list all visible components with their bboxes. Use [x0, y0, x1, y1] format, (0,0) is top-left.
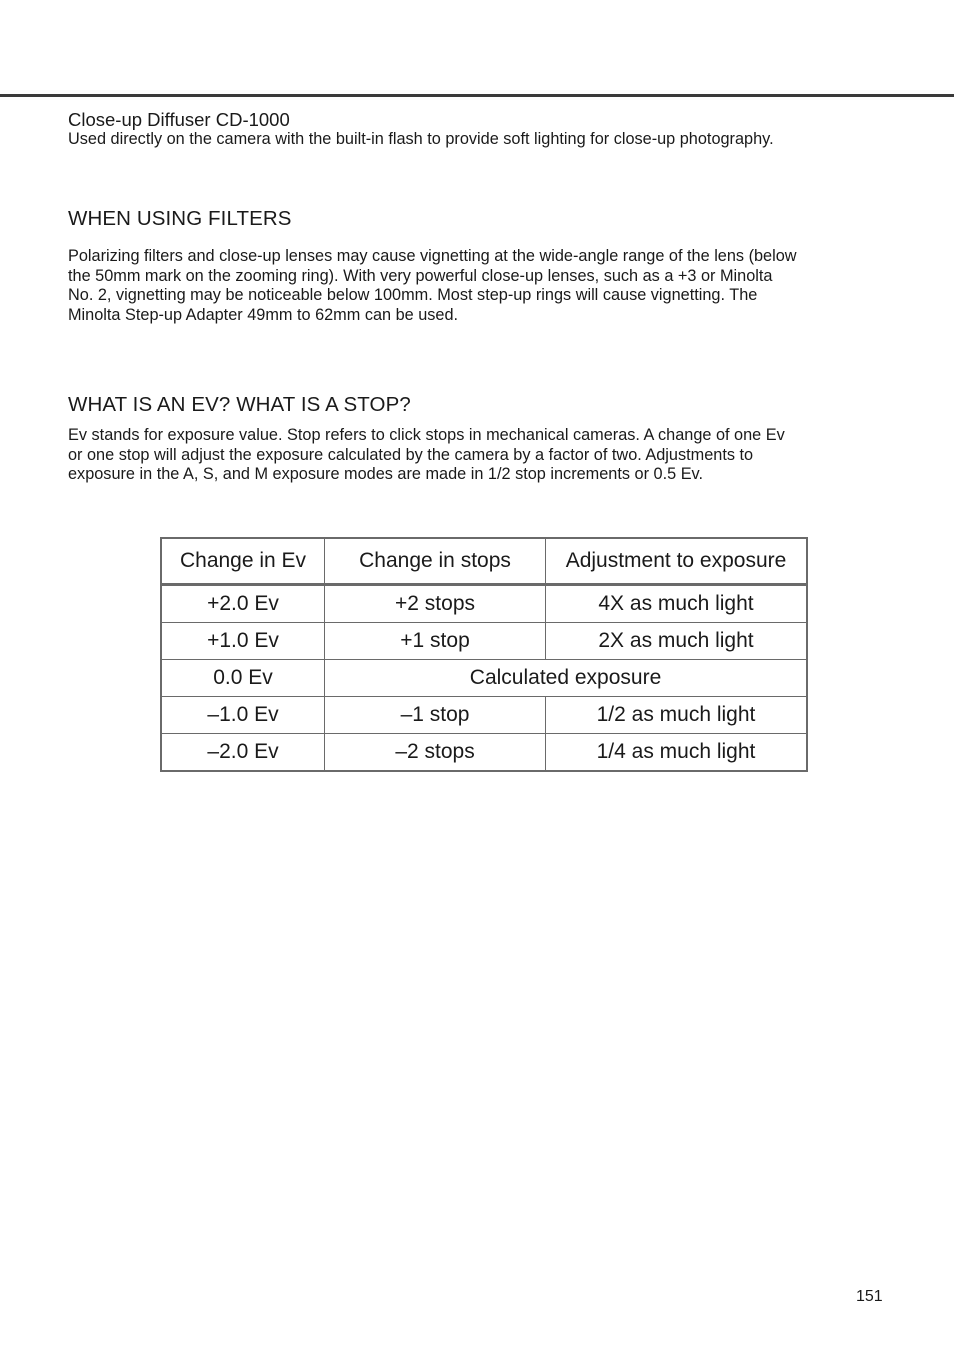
table-row: [161, 734, 807, 772]
filters-paragraph: [68, 247, 898, 325]
filters-line: the 50mm mark on the zooming ring). With very powerful close-up lenses, such as a +3 or Minolta: [68, 266, 773, 285]
cell-ev: –2.0 Ev: [161, 734, 325, 772]
cell-ev: –1.0 Ev: [161, 697, 325, 734]
page-number: 151: [856, 1288, 883, 1305]
top-rule: [0, 94, 954, 97]
ev-line: or one stop will adjust the exposure calculated by the camera by a factor of two. Adjustments to: [68, 445, 754, 464]
cell-adjustment: 1/4 as much light: [546, 734, 808, 772]
cell-calculated-exposure: Calculated exposure: [325, 660, 807, 697]
cell-stops: +2 stops: [325, 585, 546, 623]
filters-line: Minolta Step-up Adapter 49mm to 62mm can be used.: [68, 305, 459, 324]
exposure-table: [160, 537, 808, 772]
cell-ev: 0.0 Ev: [161, 660, 325, 697]
cell-stops: –2 stops: [325, 734, 546, 772]
cell-stops: +1 stop: [325, 623, 546, 660]
table-row: [161, 697, 807, 734]
filters-line: No. 2, vignetting may be noticeable below 100mm. Most step-up rings will cause vignetting. The: [68, 286, 758, 304]
cell-adjustment: 1/2 as much light: [546, 697, 808, 734]
ev-line: exposure in the A, S, and M exposure modes are made in 1/2 stop increments or 0.5 Ev.: [68, 465, 704, 483]
cell-adjustment: 2X as much light: [546, 623, 808, 660]
table-header-row: [161, 538, 807, 585]
accessory-section: [68, 109, 898, 149]
accessory-title: Close-up Diffuser CD-1000: [68, 109, 290, 130]
filters-heading: WHEN USING FILTERS: [68, 207, 292, 230]
cell-stops: –1 stop: [325, 697, 546, 734]
accessory-description: Used directly on the camera with the built-in flash to provide soft lighting for close-up photography.: [68, 130, 774, 148]
ev-line: Ev stands for exposure value. Stop refers to click stops in mechanical cameras. A change of one Ev: [68, 426, 785, 444]
ev-paragraph: [68, 426, 898, 485]
table-row: [161, 623, 807, 660]
table-row: [161, 660, 807, 697]
cell-ev: +2.0 Ev: [161, 585, 325, 623]
header-change-in-ev: Change in Ev: [161, 538, 325, 585]
cell-adjustment: 4X as much light: [546, 585, 808, 623]
header-change-in-stops: Change in stops: [325, 538, 546, 585]
filters-line: Polarizing filters and close-up lenses may cause vignetting at the wide-angle range of the lens (below: [68, 247, 797, 265]
table-row: [161, 585, 807, 623]
cell-ev: +1.0 Ev: [161, 623, 325, 660]
ev-heading: WHAT IS AN EV? WHAT IS A STOP?: [68, 393, 411, 416]
header-adjustment: Adjustment to exposure: [546, 538, 808, 585]
